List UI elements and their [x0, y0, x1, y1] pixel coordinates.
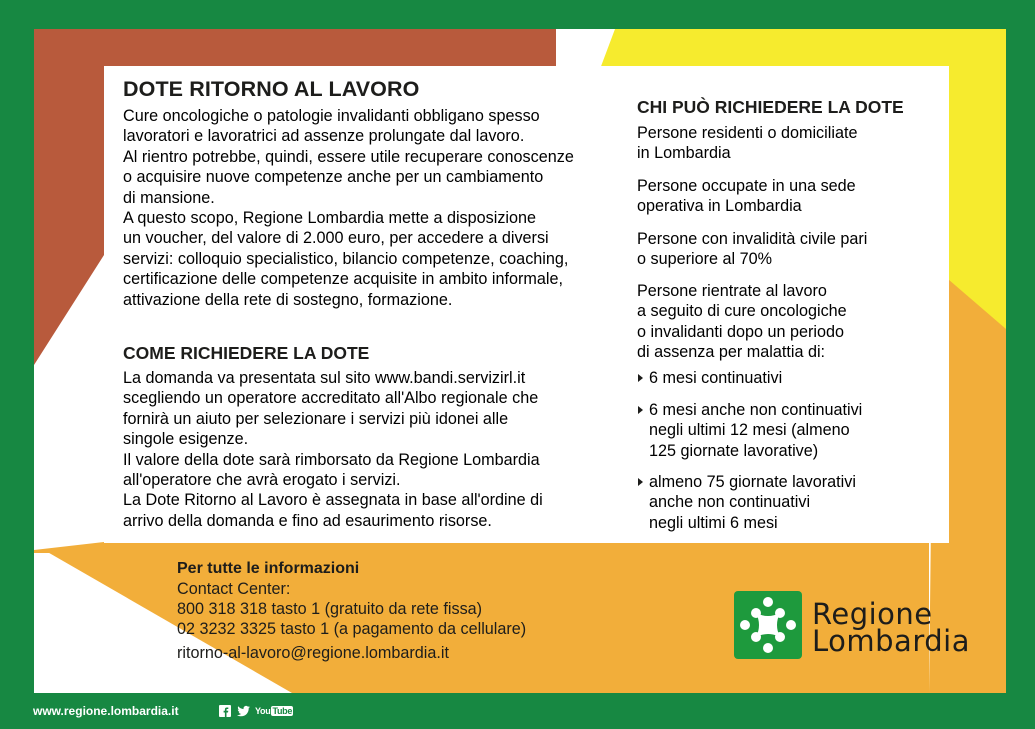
come-description [123, 368, 593, 531]
twitter-icon[interactable] [237, 704, 250, 718]
chi-line: Persone residenti o domiciliate [637, 124, 858, 142]
regione-lombardia-rosa-camuna-icon [734, 591, 802, 659]
bullet-line: almeno 75 giornate lavorativi [649, 473, 856, 491]
main-line: Cure oncologiche o patologie invalidanti obbligano spesso [123, 107, 540, 125]
main-description [123, 106, 623, 310]
footer-website-link[interactable]: www.regione.lombardia.it [33, 704, 179, 718]
come-title: COME RICHIEDERE LA DOTE [123, 343, 370, 363]
come-line: singole esigenze. [123, 430, 249, 449]
phone-landline[interactable]: 800 318 318 tasto 1 (gratuito da rete fissa) [177, 600, 483, 618]
chi-line: in Lombardia [637, 144, 731, 163]
come-line: La Dote Ritorno al Lavoro è assegnata in base all'ordine di [123, 491, 543, 510]
main-line: certificazione delle competenze acquisite in ambito informale, [123, 270, 563, 289]
youtube-label-tube: Tube [272, 706, 293, 716]
chi-title: CHI PUÒ RICHIEDERE LA DOTE [637, 97, 904, 117]
main-line: A questo scopo, Regione Lombardia mette a disposizione [123, 209, 537, 228]
contact-email-link[interactable]: ritorno-al-lavoro@regione.lombardia.it [177, 644, 449, 662]
bullet-line: 6 mesi continuativi [649, 369, 783, 387]
main-line: attivazione della rete di sostegno, formazione. [123, 290, 453, 309]
chi-item [637, 123, 907, 164]
bullet-arrow-icon [637, 472, 649, 533]
logo-text-lombardia: Lombardia [812, 624, 970, 658]
chi-item [637, 229, 907, 270]
youtube-label-you: You [255, 706, 271, 716]
facebook-icon[interactable] [219, 704, 231, 718]
come-line: arrivo della domanda e fino ad esaurimento risorse. [123, 511, 492, 530]
chi-line: di assenza per malattia di: [637, 343, 826, 362]
come-line: all'operatore che avrà erogato i servizi. [123, 471, 401, 490]
chi-item [637, 281, 907, 363]
come-line: Il valore della dote sarà rimborsato da Regione Lombardia [123, 450, 540, 469]
logo-text-regione: Regione [812, 597, 933, 631]
chi-bullet [637, 472, 907, 533]
bullet-line: negli ultimi 12 mesi (almeno [649, 421, 850, 440]
phone-mobile[interactable]: 02 3232 3325 tasto 1 (a pagamento da cellulare) [177, 620, 527, 638]
main-line: di mansione. [123, 188, 215, 207]
chi-line: Persone occupate in una sede [637, 177, 856, 195]
chi-line: o invalidanti dopo un periodo [637, 322, 844, 341]
bullet-line: anche non continuativi [649, 493, 811, 512]
main-line: o acquisire nuove competenze anche per un cambiamento [123, 168, 544, 187]
chi-line: Persone con invalidità civile pari [637, 230, 868, 248]
main-line: servizi: colloquio specialistico, bilancio competenze, coaching, [123, 249, 569, 268]
bullet-line: 6 mesi anche non continuativi [649, 401, 863, 419]
main-title: DOTE RITORNO AL LAVORO [123, 77, 420, 101]
chi-bullet [637, 368, 907, 388]
come-line: La domanda va presentata sul sito www.bandi.servizirl.it [123, 369, 526, 387]
chi-bullet [637, 400, 907, 461]
bullet-line: negli ultimi 6 mesi [649, 513, 778, 532]
come-line: scegliendo un operatore accreditato all'Albo regionale che [123, 389, 539, 408]
contact-center-label: Contact Center: [177, 580, 291, 598]
come-line: fornirà un aiuto per selezionare i servizi più idonei alle [123, 409, 509, 428]
chi-line: o superiore al 70% [637, 250, 772, 269]
main-line: Al rientro potrebbe, quindi, essere utile recuperare conoscenze [123, 147, 574, 166]
chi-line: a seguito di cure oncologiche [637, 302, 847, 321]
chi-item [637, 176, 907, 217]
bullet-arrow-icon [637, 368, 649, 388]
bullet-arrow-icon [637, 400, 649, 461]
chi-line: Persone rientrate al lavoro [637, 282, 827, 300]
info-title: Per tutte le informazioni [177, 560, 360, 577]
chi-line: operativa in Lombardia [637, 197, 802, 216]
bullet-line: 125 giornate lavorative) [649, 441, 819, 460]
main-line: lavoratori e lavoratrici ad assenze prolungate dal lavoro. [123, 127, 525, 146]
youtube-icon[interactable] [255, 704, 293, 718]
main-line: un voucher, del valore di 2.000 euro, per accedere a diversi [123, 229, 549, 248]
